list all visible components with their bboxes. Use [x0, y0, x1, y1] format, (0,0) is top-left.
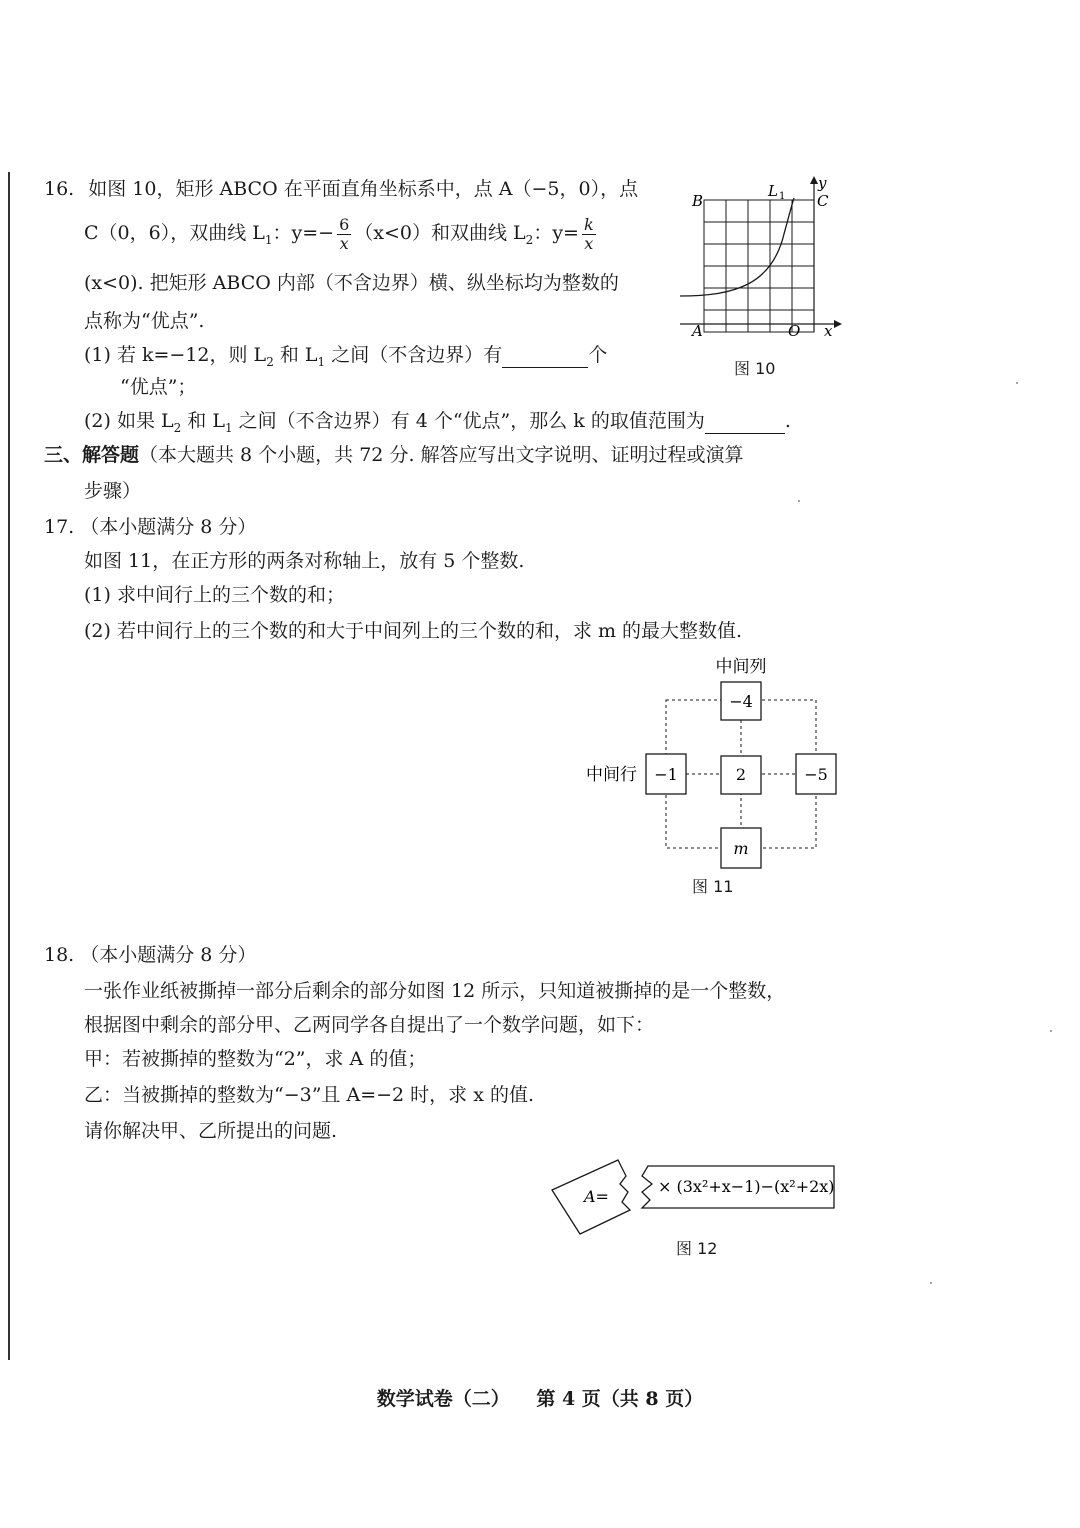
scan-speck	[798, 500, 800, 502]
page-footer	[0, 1384, 1080, 1411]
q16-line3: (x<0). 把矩形 ABCO 内部（不含边界）横、纵坐标均为整数的	[84, 272, 619, 294]
middle-row-label: 中间行	[586, 765, 637, 785]
answer-blank-1[interactable]	[502, 344, 588, 368]
q17-number: 17.	[44, 516, 75, 538]
q16-text2c: （x<0）和双曲线 L	[354, 222, 526, 245]
q16-text1: 如图 10，矩形 ABCO 在平面直角坐标系中，点 A（−5，0），点	[88, 178, 639, 200]
q16-sub: 1	[224, 420, 233, 435]
value-center: 2	[735, 765, 747, 784]
figure-11	[580, 650, 850, 895]
fig11-caption: 图 11	[692, 877, 734, 896]
q16-number: 16.	[44, 178, 75, 200]
scan-speck	[930, 1282, 932, 1284]
y-axis-arrow-icon	[810, 176, 818, 184]
value-top: −4	[729, 692, 753, 711]
frac-num: 6	[339, 215, 350, 234]
middle-column-label: 中间列	[715, 657, 767, 677]
label-y: y	[818, 174, 827, 192]
figure-12	[540, 1152, 850, 1242]
q17-header	[44, 516, 256, 539]
q16-sub1-c: 之间（不含边界）有	[325, 344, 503, 366]
fig12-expression: × (3x²+x−1)−(x²+2x)	[658, 1177, 835, 1196]
x-axis-arrow-icon	[834, 320, 842, 328]
q16-sub1-cont: “优点”；	[120, 376, 197, 398]
label-x: x	[824, 322, 833, 340]
label-l1: L	[768, 182, 778, 200]
value-left: −1	[654, 765, 678, 784]
binding-margin-line	[8, 172, 10, 1360]
label-b: B	[692, 192, 704, 210]
footer-title: 数学试卷（二）	[376, 1388, 510, 1410]
frac-num: k	[583, 215, 594, 234]
answer-blank-2[interactable]	[705, 410, 785, 434]
fraction-6-over-x	[337, 216, 351, 252]
q16-sub1	[84, 344, 607, 369]
footer-page-number: 第 4 页（共 8 页）	[536, 1388, 704, 1410]
q18-line2: 根据图中剩余的部分甲、乙两同学各自提出了一个数学问题，如下：	[84, 1014, 655, 1036]
q16-sub: 2	[173, 420, 182, 435]
q16-line4: 点称为“优点”.	[84, 310, 205, 332]
value-right: −5	[804, 765, 828, 784]
section3-desc1: （本大题共 8 个小题，共 72 分. 解答应写出文字说明、证明过程或演算	[139, 444, 744, 466]
q17-score: （本小题满分 8 分）	[80, 516, 257, 538]
q16-sub: 1	[317, 354, 326, 369]
q18-header	[44, 944, 256, 967]
q16-sub: 2	[266, 354, 274, 369]
q18-number: 18.	[44, 944, 75, 966]
fraction-k-over-x	[582, 216, 596, 252]
q16-sub2-a: (2) 如果 L	[84, 410, 174, 432]
q18-line3: 甲：若被撕掉的整数为“2”，求 A 的值；	[84, 1048, 427, 1070]
section3-heading	[44, 444, 744, 467]
label-c: C	[817, 192, 829, 210]
section3-desc2: 步骤）	[84, 480, 142, 502]
scan-speck	[1050, 1030, 1052, 1032]
q16-sub: 1	[264, 232, 273, 247]
q16-sub2	[84, 410, 791, 435]
q16-text2d: ：y=	[533, 222, 579, 245]
q18-line4: 乙：当被撕掉的整数为“−3”且 A=−2 时，求 x 的值.	[84, 1084, 534, 1106]
q18-line5: 请你解决甲、乙所提出的问题.	[84, 1120, 338, 1142]
q17-sub1: (1) 求中间行上的三个数的和；	[84, 584, 345, 606]
q16-sub1-b: 和 L	[273, 344, 318, 366]
label-l1-sub: 1	[779, 191, 786, 202]
q16-sub2-b: 和 L	[181, 410, 225, 432]
q16-sub1-a: (1) 若 k=−12，则 L	[84, 344, 267, 366]
q16-sub1-d: 个	[588, 344, 608, 366]
q16-sub2-c: 之间（不含边界）有 4 个“优点”，那么 k 的取值范围为	[232, 410, 705, 432]
q18-score: （本小题满分 8 分）	[80, 944, 257, 966]
q16-text2b: ：y=−	[272, 222, 335, 245]
figure-10	[676, 172, 846, 382]
fig10-grid	[704, 200, 814, 332]
q17-stem: 如图 11，在正方形的两条对称轴上，放有 5 个整数.	[84, 550, 525, 572]
frac-den: x	[584, 233, 594, 253]
q16-line1	[44, 178, 638, 201]
section3-title: 三、解答题	[44, 444, 140, 466]
q16-line2	[84, 216, 599, 252]
value-bottom-m: m	[733, 839, 749, 858]
fig12-a-label: A=	[584, 1187, 609, 1206]
frac-den: x	[339, 233, 349, 253]
q16-sub: 2	[525, 232, 534, 247]
scan-speck	[1016, 382, 1018, 384]
label-a: A	[692, 322, 703, 340]
q16-text2a: C（0，6），双曲线 L	[84, 222, 265, 245]
hyperbola-l1	[680, 198, 794, 296]
q16-sub2-d: .	[784, 410, 791, 432]
q18-line1: 一张作业纸被撕掉一部分后剩余的部分如图 12 所示，只知道被撕掉的是一个整数，	[84, 980, 786, 1002]
label-o: O	[788, 322, 801, 340]
q17-sub2: (2) 若中间行上的三个数的和大于中间列上的三个数的和，求 m 的最大整数值.	[84, 620, 743, 642]
fig12-caption: 图 12	[676, 1239, 718, 1258]
fig10-caption: 图 10	[734, 359, 776, 378]
